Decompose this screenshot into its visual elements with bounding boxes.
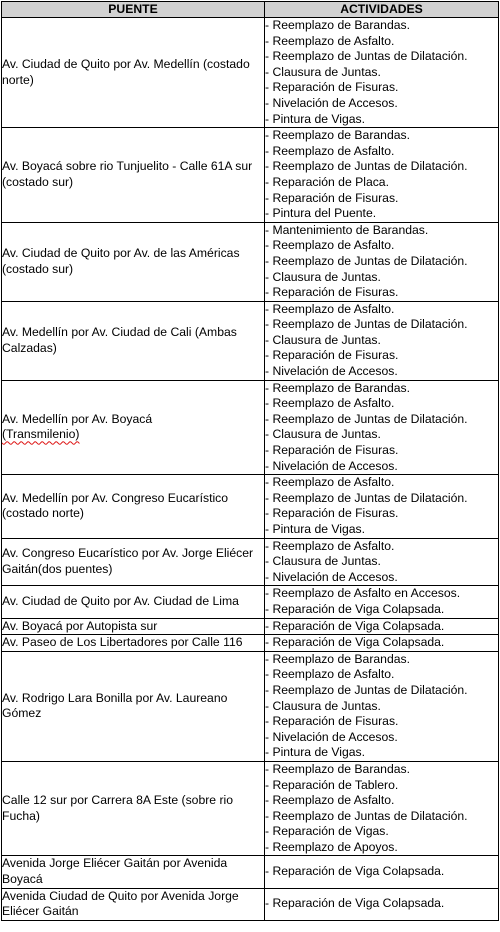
activity-item: - Clausura de Juntas.: [265, 554, 381, 569]
bridge-name: Calle 12 sur por Carrera 8A Este (sobre rio Fucha): [2, 793, 233, 823]
activities-cell: [265, 635, 499, 652]
activity-item: - Reemplazo de Asfalto.: [265, 143, 395, 158]
table-row: [2, 635, 499, 652]
activity-item: - Reemplazo de Juntas de Dilatación.: [265, 808, 468, 823]
activity-item: - Reparación de Fisuras.: [265, 285, 399, 300]
header-row: [2, 2, 499, 18]
activity-item: - Clausura de Juntas.: [265, 64, 381, 79]
activity-item: - Reparación de Fisuras.: [265, 443, 399, 458]
activity-item: - Reparación de Fisuras.: [265, 348, 399, 363]
table-row: [2, 301, 499, 380]
bridge-name-cell: [2, 888, 265, 920]
activity-item: - Reemplazo de Barandas.: [265, 651, 410, 666]
header-puente: PUENTE: [2, 2, 265, 18]
activity-item: - Pintura del Puente.: [265, 206, 377, 221]
activity-item: - Reparación de Viga Colapsada.: [265, 618, 445, 633]
activity-item: - Reparación de Fisuras.: [265, 714, 399, 729]
activity-item: - Nivelación de Accesos.: [265, 364, 398, 379]
activity-item: - Clausura de Juntas.: [265, 269, 381, 284]
bridge-name: Av. Ciudad de Quito por Av. de las Américas (costado sur): [2, 246, 240, 276]
table-header: [2, 2, 499, 18]
bridge-name: Av. Paseo de Los Libertadores por Calle 116: [2, 635, 243, 650]
activity-item: - Reemplazo de Juntas de Dilatación.: [265, 317, 468, 332]
bridge-name-cell: [2, 301, 265, 380]
bridge-name: Av. Medellín por Av. Congreso Eucarístico (costado norte): [2, 490, 229, 521]
activities-cell: [265, 301, 499, 380]
table-row: [2, 380, 499, 475]
header-actividades: ACTIVIDADES: [265, 2, 499, 18]
bridge-name-cell: [2, 222, 265, 301]
activity-item: - Reemplazo de Asfalto.: [265, 238, 395, 253]
activity-item: - Reemplazo de Juntas de Dilatación.: [265, 411, 468, 426]
activity-item: - Reemplazo de Juntas de Dilatación.: [265, 253, 468, 268]
bridge-name: Av. Ciudad de Quito por Av. Medellín (costado norte): [2, 56, 250, 87]
bridge-name-cell: [2, 538, 265, 586]
activity-item: - Pintura de Vigas.: [265, 745, 366, 760]
activity-item: - Pintura de Vigas.: [265, 522, 366, 536]
bridge-name-cell: [2, 18, 265, 128]
bridge-name: Av. Rodrigo Lara Bonilla por Av. Laureano Gómez: [2, 690, 228, 721]
activity-item: - Reparación de Viga Colapsada.: [265, 601, 445, 616]
activity-item: - Reemplazo de Barandas.: [265, 18, 410, 32]
activity-item: - Reemplazo de Asfalto.: [265, 538, 395, 553]
bridge-name: Av. Medellín por Av. Boyacá: [2, 411, 153, 426]
activities-cell: [265, 856, 499, 888]
activities-cell: [265, 618, 499, 635]
table-row: [2, 538, 499, 586]
bridge-name-note: (Transmilenio): [2, 427, 80, 442]
activities-cell: [265, 538, 499, 586]
table-row: [2, 475, 499, 538]
activity-item: - Reemplazo de Asfalto.: [265, 396, 395, 411]
activity-item: - Reemplazo de Asfalto.: [265, 301, 395, 316]
bridge-name-cell: [2, 635, 265, 652]
activity-item: - Reparación de Viga Colapsada.: [265, 635, 445, 650]
activities-cell: [265, 222, 499, 301]
activity-item: - Reemplazo de Asfalto en Accesos.: [265, 586, 461, 601]
activity-item: - Reparación de Fisuras.: [265, 506, 399, 521]
activity-item: - Reparación de Tablero.: [265, 777, 399, 792]
activity-item: - Reemplazo de Juntas de Dilatación.: [265, 49, 468, 64]
activities-cell: [265, 888, 499, 920]
bridge-name: Avenida Ciudad de Quito por Avenida Jorge Eliécer Gaitán: [2, 888, 239, 919]
activity-item: - Reparación de Vigas.: [265, 824, 389, 839]
table-row: [2, 761, 499, 856]
activity-item: - Mantenimiento de Barandas.: [265, 222, 429, 237]
activity-item: - Reemplazo de Barandas.: [265, 761, 410, 776]
bridge-name-cell: [2, 475, 265, 538]
table-row: [2, 618, 499, 635]
bridge-name-cell: [2, 761, 265, 856]
activities-cell: [265, 475, 499, 538]
activities-cell: [265, 761, 499, 856]
activity-item: - Reemplazo de Asfalto.: [265, 33, 395, 48]
table-row: [2, 856, 499, 888]
activity-item: - Reparación de Viga Colapsada.: [265, 896, 445, 911]
table-body: [2, 18, 499, 921]
activity-item: - Reemplazo de Asfalto.: [265, 475, 395, 490]
activity-item: - Reemplazo de Juntas de Dilatación.: [265, 490, 468, 505]
bridge-name-cell: [2, 651, 265, 761]
bridge-name-cell: [2, 618, 265, 635]
activity-item: - Reemplazo de Asfalto.: [265, 793, 395, 808]
activity-item: - Reparación de Placa.: [265, 174, 389, 189]
activity-item: - Reemplazo de Barandas.: [265, 380, 410, 395]
activity-item: - Reemplazo de Asfalto.: [265, 667, 395, 682]
activities-cell: [265, 651, 499, 761]
table-row: [2, 18, 499, 128]
bridge-name: Av. Medellín por Av. Ciudad de Cali (Ambas Calzadas): [2, 325, 237, 355]
bridge-name: Av. Congreso Eucarístico por Av. Jorge Eliécer Gaitán(dos puentes): [2, 546, 254, 576]
activity-item: - Clausura de Juntas.: [265, 698, 381, 713]
activity-item: - Pintura de Vigas.: [265, 111, 366, 126]
bridge-name: Av. Boyacá por Autopista sur: [2, 618, 158, 633]
activity-item: - Reemplazo de Juntas de Dilatación.: [265, 159, 468, 174]
activity-item: - Clausura de Juntas.: [265, 427, 381, 442]
bridge-name-cell: [2, 380, 265, 475]
bridge-name: Av. Boyacá sobre rio Tunjuelito - Calle 61A sur (costado sur): [2, 159, 253, 189]
activities-cell: [265, 380, 499, 475]
activities-cell: [265, 586, 499, 618]
table-row: [2, 222, 499, 301]
activity-item: - Reparación de Fisuras.: [265, 80, 399, 95]
activity-item: - Reparación de Fisuras.: [265, 190, 399, 205]
table-row: [2, 651, 499, 761]
bridge-name: Avenida Jorge Eliécer Gaitán por Avenida Boyacá: [2, 856, 228, 887]
activity-item: - Nivelación de Accesos.: [265, 569, 398, 584]
activities-cell: [265, 128, 499, 223]
activity-item: - Reemplazo de Juntas de Dilatación.: [265, 682, 468, 697]
activity-item: - Nivelación de Accesos.: [265, 729, 398, 744]
activity-item: - Reparación de Viga Colapsada.: [265, 864, 445, 879]
activity-item: - Reemplazo de Apoyos.: [265, 839, 398, 854]
bridge-name: Av. Ciudad de Quito por Av. Ciudad de Lima: [2, 594, 239, 609]
table-row: [2, 586, 499, 618]
table-row: [2, 128, 499, 223]
activity-item: - Clausura de Juntas.: [265, 332, 381, 347]
bridge-name-cell: [2, 586, 265, 618]
activity-item: - Reemplazo de Barandas.: [265, 128, 410, 143]
activity-item: - Nivelación de Accesos.: [265, 458, 398, 473]
bridges-table: [1, 1, 499, 921]
activity-item: - Nivelación de Accesos.: [265, 95, 398, 110]
bridge-name-cell: [2, 128, 265, 223]
bridge-name-cell: [2, 856, 265, 888]
table-row: [2, 888, 499, 920]
activities-cell: [265, 18, 499, 128]
